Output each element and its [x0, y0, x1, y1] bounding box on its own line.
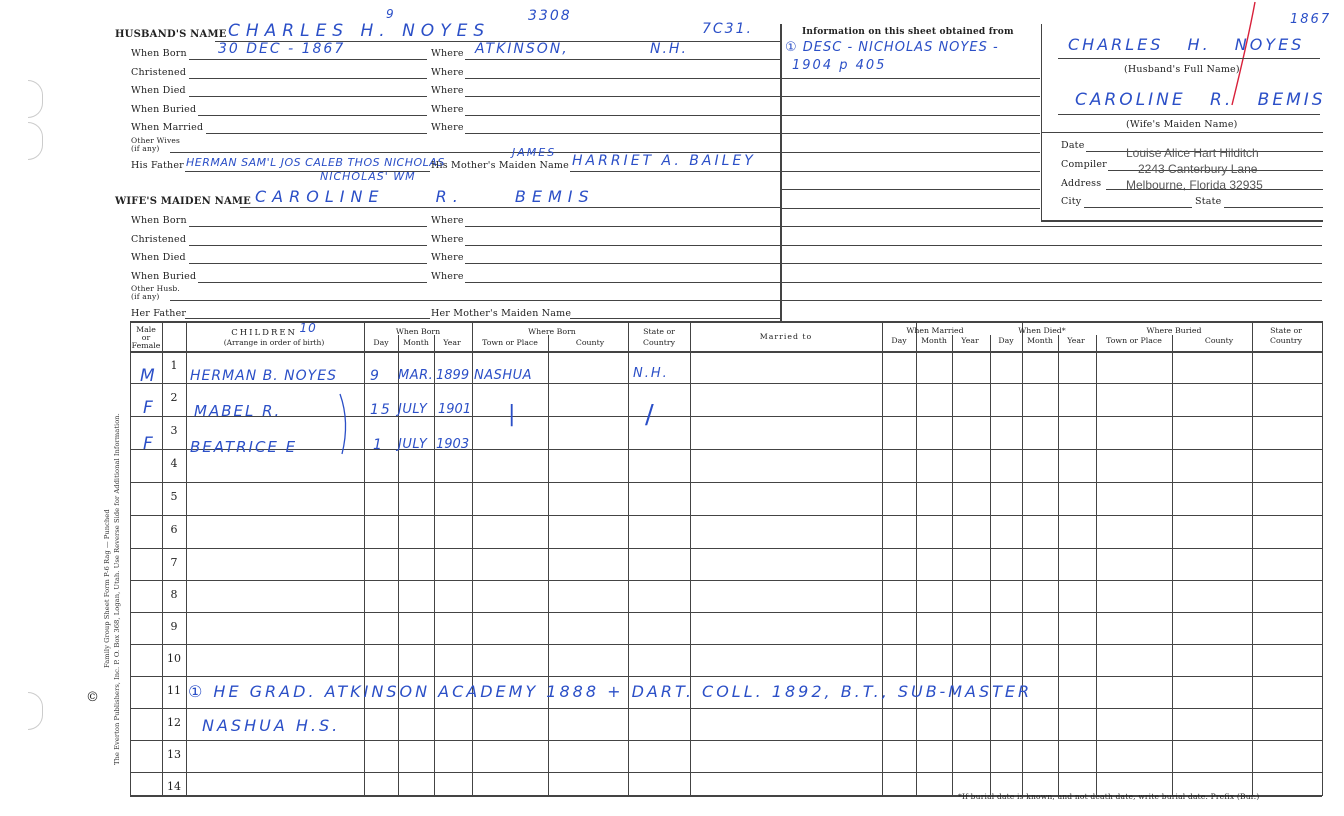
- address-label: Address: [1061, 178, 1102, 189]
- table-row-divider: [130, 548, 1322, 549]
- table-column-divider: [434, 335, 435, 796]
- wife-name-label: WIFE'S MAIDEN NAME: [115, 196, 252, 207]
- wife-born-where-label: Where: [431, 215, 464, 226]
- husband-other-wives-ifany: (if any): [131, 144, 160, 153]
- husband-married-label: When Married: [131, 122, 204, 133]
- table-row-divider: [130, 612, 1322, 613]
- husband-died-where-label: Where: [431, 85, 464, 96]
- header-when-born: When Born: [395, 327, 441, 336]
- child-born-day: 15: [370, 402, 392, 418]
- side-text-publisher: The Everton Publishers, Inc. P. O. Box 368, Logan, Utah. Use Reverse Side for Additional Information.: [113, 413, 121, 765]
- info-header: Information on this sheet obtained from: [802, 27, 1014, 37]
- table-column-divider: [916, 321, 917, 796]
- city-label: City: [1061, 196, 1082, 207]
- compiler-city-stamp: Melbourne, Florida 32935: [1126, 178, 1263, 192]
- table-row-divider: [130, 449, 1322, 450]
- row-number: 11: [167, 684, 181, 697]
- wife-other-husb-ifany: (if any): [131, 292, 160, 301]
- husband-ref-code: 7C31.: [702, 21, 753, 37]
- husband-other-wives-label: Other Wives: [131, 136, 181, 145]
- right-wife-caption: (Wife's Maiden Name): [1126, 119, 1238, 130]
- child-born-state: N.H.: [633, 366, 669, 381]
- child-born-month: JULY: [398, 437, 428, 452]
- table-column-divider: [162, 321, 163, 796]
- child-name: MABEL R.: [194, 402, 282, 420]
- child-sex: M: [140, 366, 157, 386]
- table-column-divider: [990, 335, 991, 796]
- table-column-divider: [364, 321, 365, 796]
- table-row-divider: [130, 772, 1322, 773]
- table-column-divider: [1058, 335, 1059, 796]
- husband-mother-value: HARRIET A. BAILEY: [572, 153, 756, 169]
- row-number: 14: [167, 780, 181, 793]
- wife-mother-label: Her Mother's Maiden Name: [431, 308, 572, 319]
- handwritten-brace: [336, 392, 356, 462]
- husband-married-where-label: Where: [431, 122, 464, 133]
- wife-other-husb-label: Other Husb.: [131, 284, 181, 293]
- table-column-divider: [952, 335, 953, 796]
- table-column-divider: [186, 321, 187, 796]
- header-married-to: Married to: [759, 332, 813, 341]
- table-column-divider: [1022, 321, 1023, 796]
- row-number: 7: [170, 556, 178, 569]
- row-number: 1: [170, 359, 178, 372]
- husband-buried-where-label: Where: [431, 104, 464, 115]
- right-husband-full-name: CHARLES H. NOYES: [1068, 35, 1305, 54]
- punch-hole: [28, 80, 43, 118]
- note-line-2: NASHUA H.S.: [202, 716, 341, 735]
- child-name: BEATRICE E: [190, 438, 298, 456]
- punch-hole: [28, 122, 43, 160]
- child-name: HERMAN B. NOYES: [190, 368, 337, 384]
- wife-born-label: When Born: [131, 215, 187, 226]
- table-row-divider: [130, 740, 1322, 741]
- husband-father-value: HERMAN SAM'L JOS CALEB THOS NICHOLAS: [186, 156, 445, 169]
- table-column-divider: [690, 321, 691, 796]
- info-source-line1: ① DESC - NICHOLAS NOYES -: [785, 40, 999, 55]
- wife-buried-label: When Buried: [131, 271, 197, 282]
- child-born-town: |: [508, 402, 518, 427]
- table-column-divider: [472, 321, 473, 796]
- husband-christened-where-label: Where: [431, 67, 464, 78]
- child-sex: F: [143, 434, 155, 454]
- husband-name-value: CHARLES H. NOYES: [228, 21, 491, 41]
- right-husband-caption: (Husband's Full Name): [1124, 64, 1240, 75]
- row-number: 9: [170, 620, 178, 633]
- wife-died-label: When Died: [131, 252, 186, 263]
- child-born-year: 1903: [436, 437, 470, 452]
- husband-mother-label: His Mother's Maiden Name: [431, 160, 569, 171]
- child-born-day: 1: [373, 437, 384, 453]
- husband-born-state: N.H.: [650, 41, 688, 57]
- header-when-died: When Died*: [1018, 326, 1066, 335]
- husband-died-label: When Died: [131, 85, 186, 96]
- header-when-married: When Married: [906, 326, 964, 335]
- row-number: 2: [170, 391, 178, 404]
- punch-hole: [28, 692, 43, 730]
- row-number: 6: [170, 523, 178, 536]
- table-column-divider: [1172, 335, 1173, 796]
- row-number: 10: [167, 652, 181, 665]
- row-number: 12: [167, 716, 181, 729]
- table-column-divider: [1096, 335, 1097, 796]
- right-wife-maiden-name: CAROLINE R. BEMIS: [1075, 90, 1326, 110]
- side-text-title: Family Group Sheet Form P-6 Rag — Punched: [103, 509, 111, 668]
- table-row-divider: [130, 416, 1322, 417]
- header-where-buried: Where Buried: [1146, 326, 1202, 335]
- table-row-divider: [130, 515, 1322, 516]
- husband-father-label: His Father: [131, 160, 184, 171]
- child-born-day: 9: [370, 368, 381, 384]
- table-column-divider: [130, 321, 131, 796]
- child-born-town: NASHUA: [474, 368, 533, 383]
- compiler-name-stamp: Louise Alice Hart Hilditch: [1126, 146, 1259, 160]
- husband-father-extra: JAMES: [512, 146, 557, 159]
- compiler-label: Compiler: [1061, 159, 1107, 170]
- table-column-divider: [548, 335, 549, 796]
- table-row-divider: [130, 708, 1322, 709]
- header-children: CHILDREN 10 (Arrange in order of birth): [223, 321, 325, 347]
- table-row-divider: [130, 676, 1322, 677]
- husband-buried-label: When Buried: [131, 104, 197, 115]
- husband-born-place: ATKINSON,: [475, 41, 569, 57]
- wife-buried-where-label: Where: [431, 271, 464, 282]
- header-where-born: Where Born: [528, 327, 576, 336]
- husband-father-line2: NICHOLAS' WM: [320, 170, 416, 183]
- right-year: 1867: [1290, 12, 1332, 27]
- row-number: 5: [170, 490, 178, 503]
- wife-christened-where-label: Where: [431, 234, 464, 245]
- child-born-state: /: [645, 400, 656, 430]
- child-born-month: JULY: [398, 402, 428, 417]
- husband-ref-number: 3308: [528, 8, 572, 24]
- row-number: 4: [170, 457, 178, 470]
- row-number: 3: [170, 424, 178, 437]
- table-row-divider: [130, 482, 1322, 483]
- husband-name-sup: 9: [386, 7, 396, 21]
- table-column-divider: [1252, 321, 1253, 796]
- copyright-mark: ©: [86, 690, 99, 705]
- table-row-divider: [130, 644, 1322, 645]
- footer-note: *If burial date is known, and not death date, write burial date. Prefix (Bur.): [958, 792, 1260, 801]
- husband-born-label: When Born: [131, 48, 187, 59]
- husband-christened-label: Christened: [131, 67, 187, 78]
- child-born-year: 1901: [438, 402, 472, 417]
- table-column-divider: [882, 321, 883, 796]
- date-label: Date: [1061, 140, 1085, 151]
- state-label: State: [1195, 196, 1222, 207]
- table-column-divider: [1322, 321, 1323, 796]
- row-number: 13: [167, 748, 181, 761]
- wife-died-where-label: Where: [431, 252, 464, 263]
- wife-christened-label: Christened: [131, 234, 187, 245]
- husband-born-date: 30 DEC - 1867: [218, 41, 346, 57]
- wife-father-label: Her Father: [131, 308, 187, 319]
- husband-name-label: HUSBAND'S NAME: [115, 29, 227, 40]
- child-sex: F: [143, 398, 155, 418]
- table-column-divider: [628, 321, 629, 796]
- compiler-street-stamp: 2243 Canterbury Lane: [1138, 162, 1258, 176]
- husband-born-where-label: Where: [431, 48, 464, 59]
- child-born-year: 1899: [436, 368, 470, 383]
- info-source-line2: 1904 p 405: [792, 58, 887, 73]
- note-line-1: ① HE GRAD. ATKINSON ACADEMY 1888 + DART. COLL. 1892, B.T., SUB-MASTER: [188, 682, 1033, 701]
- row-number: 8: [170, 588, 178, 601]
- table-row-divider: [130, 580, 1322, 581]
- wife-name-value: CAROLINE R. BEMIS: [255, 187, 595, 206]
- header-sex: Male or Female: [131, 325, 161, 350]
- child-born-month: MAR.: [398, 368, 434, 383]
